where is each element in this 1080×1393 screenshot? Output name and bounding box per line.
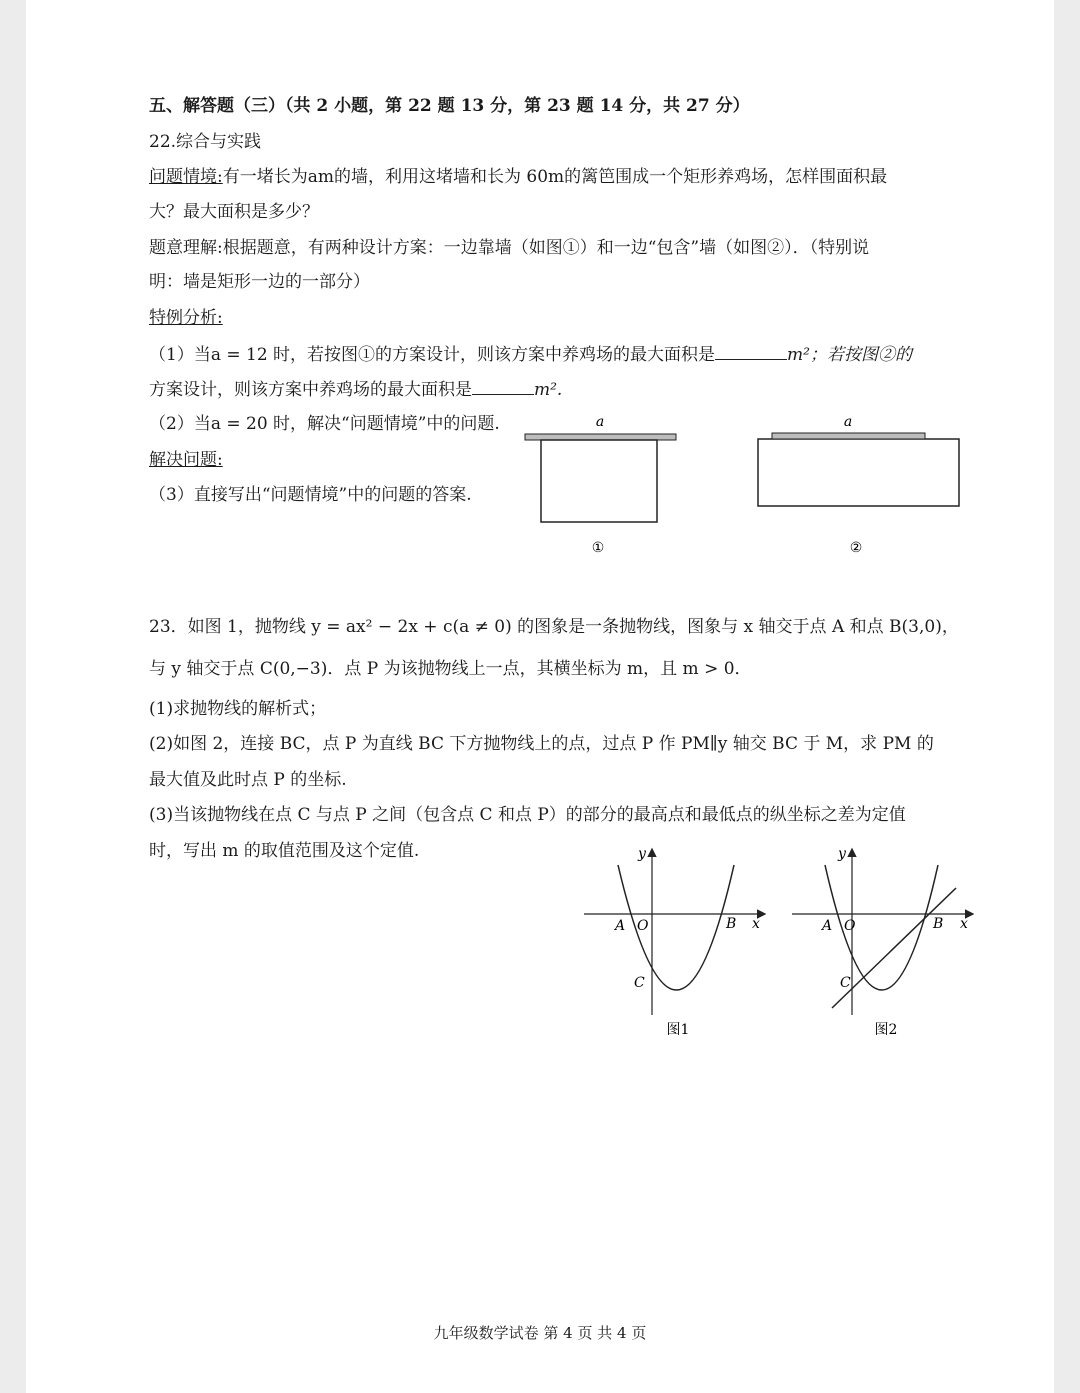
fig1-wall [525, 434, 676, 440]
q22-figure-2 [750, 408, 965, 560]
q22-part1-line-2 [149, 376, 562, 402]
q22-part2: （2）当a = 20 时，解决“问题情境”中的问题. [149, 414, 500, 434]
fig1-wall-label: a [595, 414, 605, 430]
fig2-wall [772, 433, 925, 439]
x-label: x [752, 916, 760, 932]
point-c-label: C [840, 975, 851, 991]
parabola [618, 865, 737, 990]
page-footer: 九年级数学试卷 第 4 页 共 4 页 [433, 1324, 647, 1342]
q22-part1-text-b: m²；若按图②的 [787, 345, 912, 365]
q23-graph-2 [788, 840, 978, 1050]
q23-stem-line-2: 与 y 轴交于点 C(0,−3)．点 P 为该抛物线上一点，其横坐标为 m，且 m > 0． [149, 659, 752, 679]
q23-stem-line-1: 23．如图 1，抛物线 y = ax² − 2x + c(a ≠ 0) 的图象是一条抛物线，图象与 x 轴交于点 A 和点 B(3,0)， [149, 617, 959, 637]
graph-2-caption: 图2 [874, 1022, 898, 1038]
q22-understanding-line-2: 明：墙是矩形一边的一部分） [149, 272, 370, 292]
q23-part3-line-2: 时，写出 m 的取值范围及这个定值. [149, 841, 420, 861]
q22-part1-text-a: （1）当a = 12 时，若按图①的方案设计，则该方案中养鸡场的最大面积是 [149, 345, 716, 365]
origin-label: O [637, 918, 649, 934]
q22-part3: （3）直接写出“问题情境”中的问题的答案. [149, 485, 472, 505]
q22-figure-1 [520, 408, 690, 560]
fig1-caption: ① [591, 540, 605, 556]
q22-solve-label: 解决问题: [149, 450, 223, 470]
x-label: x [960, 916, 968, 932]
q23-part2-line-1: (2)如图 2，连接 BC，点 P 为直线 BC 下方抛物线上的点，过点 P 作 PM∥y 轴交 BC 于 M，求 PM 的 [149, 734, 934, 754]
point-a-label: A [822, 918, 833, 934]
point-b-label: B [726, 916, 737, 932]
graph-1-caption: 图1 [666, 1022, 690, 1038]
point-a-label: A [615, 918, 626, 934]
q22-context-line-1 [149, 165, 887, 189]
y-label: y [838, 846, 846, 862]
q22-part1-text-c: 方案设计，则该方案中养鸡场的最大面积是 [149, 380, 472, 400]
q22-part1-line-1 [149, 341, 912, 367]
q22-context-text-1: 有一堵长为am的墙，利用这堵墙和长为 60m的篱笆围成一个矩形养鸡场，怎样围面积最 [222, 167, 888, 187]
parabola [825, 865, 938, 990]
fig1-fence-rectangle [541, 440, 657, 522]
q22-context-label: 问题情境: [149, 167, 223, 187]
q22-understanding-line-1: 题意理解:根据题意，有两种设计方案：一边靠墙（如图①）和一边“包含”墙（如图②）．（特别说 [149, 238, 870, 258]
q22-answer-blank-2[interactable] [472, 376, 534, 395]
q23-part3-line-1: (3)当该抛物线在点 C 与点 P 之间（包含点 C 和点 P）的部分的最高点和最低点的纵坐标之差为定值 [149, 805, 906, 825]
fig2-caption: ② [849, 540, 863, 556]
q22-special-label: 特例分析: [149, 308, 223, 328]
q23-part1: (1)求抛物线的解析式； [149, 699, 327, 719]
q22-title: 22.综合与实践 [149, 132, 262, 152]
point-c-label: C [634, 975, 645, 991]
point-b-label: B [933, 916, 944, 932]
q22-answer-blank-1[interactable] [715, 341, 787, 360]
section-heading: 五、解答题（三）（共 2 小题，第 22 题 13 分，第 23 题 14 分，共 27 分） [149, 96, 750, 116]
origin-label: O [844, 918, 856, 934]
q22-context-line-2: 大？最大面积是多少？ [149, 202, 319, 222]
fig2-wall-label: a [843, 414, 853, 430]
y-label: y [638, 846, 646, 862]
q22-part1-text-d: m². [534, 380, 563, 400]
q23-graph-1 [580, 840, 770, 1050]
fig2-fence-rectangle [758, 439, 959, 506]
q23-part2-line-2: 最大值及此时点 P 的坐标. [149, 770, 347, 790]
